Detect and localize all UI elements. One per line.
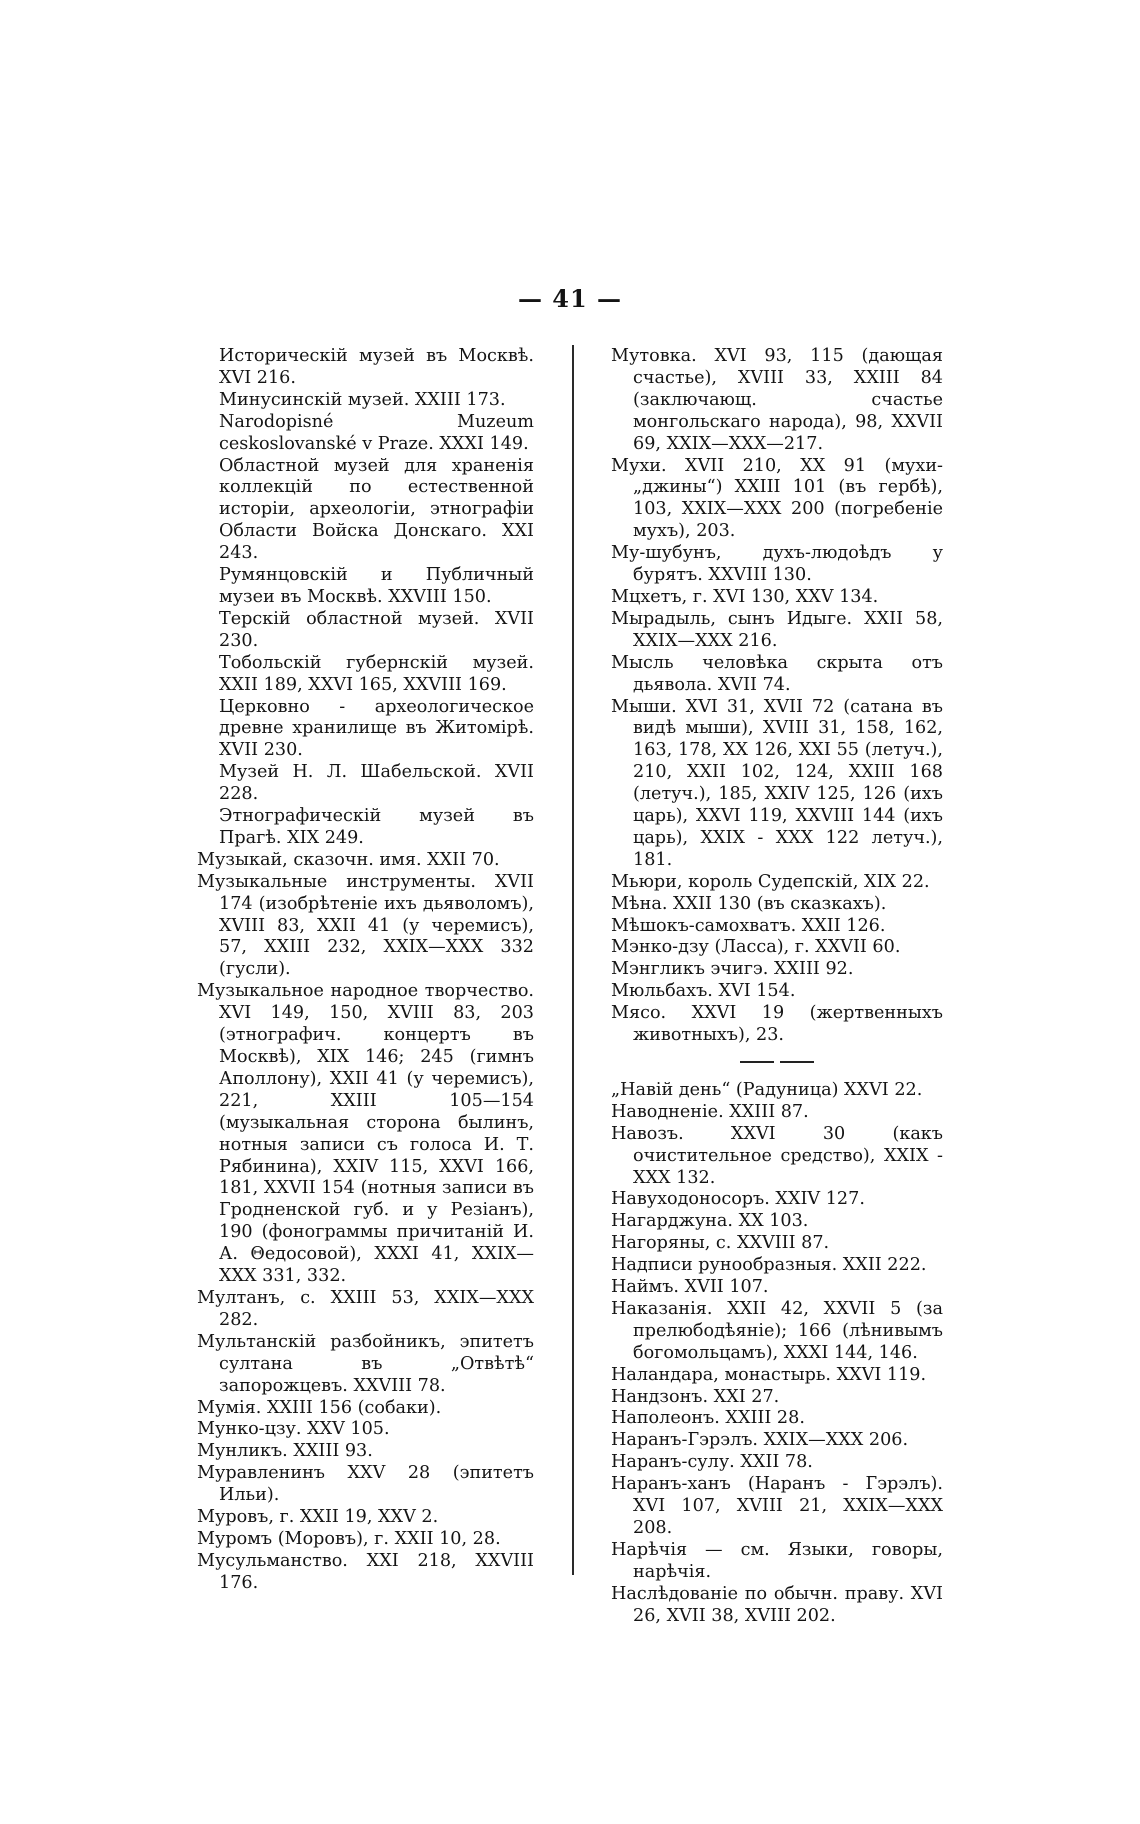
index-entry: Мэнко-дзу (Ласса), г. XXVII 60. xyxy=(611,937,901,958)
index-entry: Наводненіе. XXIII 87. xyxy=(611,1101,809,1122)
index-entry: Мусульманство. XXI 218, XXVIII 176. xyxy=(197,1550,534,1593)
index-entry: Нарѣчія — см. Языки, говоры, нарѣчія. xyxy=(611,1539,943,1582)
index-entry: Мѣна. XXII 130 (въ сказкахъ). xyxy=(611,893,887,914)
index-entry: Наландара, монастырь. XXVI 119. xyxy=(611,1364,927,1385)
index-entry: Мутовка. XVI 93, 115 (дающая счастье), XVIII 33, XXIII 84 (заключающ. счастье монгольскаго народа), 98, XXVII 69, XXIX—XXX—217. xyxy=(611,346,943,454)
index-entry: Нагоряны, с. XXVIII 87. xyxy=(611,1233,830,1254)
index-entry: Мэнгликъ эчигэ. XXIII 92. xyxy=(611,959,854,980)
index-entry: Наймъ. XVII 107. xyxy=(611,1277,769,1298)
index-entry: Музыкальные инструменты. XVII 174 (изобрѣтеніе ихъ дьяволомъ), XVIII 83, XXII 41 (у черемисъ), 57, XXIII 232, XXIX—XXX 332 (гусли). xyxy=(197,871,534,980)
index-entry: Наказанія. XXII 42, XXVII 5 (за прелюбодѣяніе); 166 (лѣнивымъ богомольцамъ), XXXI 144, 146. xyxy=(611,1298,943,1363)
index-entry: Минусинскій музей. XXIII 173. xyxy=(219,389,506,410)
index-entry: Му-шубунъ, духъ-людоѣдъ у бурятъ. XXVIII 130. xyxy=(611,543,943,586)
index-entry: Муравленинъ XXV 28 (эпитетъ Ильи). xyxy=(197,1463,534,1506)
index-entry: Мультанскій разбойникъ, эпитетъ султана въ „Отвѣтѣ“ запорожцевъ. XXVIII 78. xyxy=(197,1331,534,1396)
index-entry: Мыши. XVI 31, XVII 72 (сатана въ видѣ мыши), XVIII 31, 158, 162, 163, 178, XX 126, XXI 55 (летуч.), 210, XXII 102, 124, XXIII 168 (летуч.), 185, XXIV 125, 126 (ихъ царь), XXVI 119, XXVIII 144 (ихъ царь), XXIX - XXX 122 летуч.), 181. xyxy=(611,696,943,870)
left-column xyxy=(197,346,534,1595)
index-entry: Наранъ-Гэрэлъ. XXIX—XXX 206. xyxy=(611,1430,909,1451)
index-entry: Музыкай, сказочн. имя. XXII 70. xyxy=(197,849,500,870)
index-entry: Мысль человѣка скрыта отъ дьявола. XVII 74. xyxy=(611,652,943,695)
index-entry: Навозъ. XXVI 30 (какъ очистительное средство), XXIX - XXX 132. xyxy=(611,1123,943,1188)
page-number: — 41 — xyxy=(517,284,623,313)
index-entry: Наполеонъ. XXIII 28. xyxy=(611,1408,805,1429)
section-separator xyxy=(611,1052,943,1074)
index-entry: Мясо. XXVI 19 (жертвенныхъ животныхъ), 23. xyxy=(611,1003,943,1046)
index-entry: Мѣшокъ-самохватъ. XXII 126. xyxy=(611,915,886,936)
index-entry: Нагарджуна. XX 103. xyxy=(611,1211,809,1232)
index-entry: Narodopisné Muzeum ceskoslovanské v Praze. XXXI 149. xyxy=(219,411,534,454)
index-entry: Мырадыль, сынъ Идыге. XXII 58, XXIX—XXX 216. xyxy=(611,608,943,651)
index-entry: Наслѣдованіе по обычн. праву. XVI 26, XVII 38, XVIII 202. xyxy=(611,1583,943,1626)
index-entry: Надписи рунообразныя. XXII 222. xyxy=(611,1255,927,1276)
index-entry: Мцхетъ, г. XVI 130, XXV 134. xyxy=(611,586,879,607)
index-entry: Церковно - археологическое древне хранилище въ Житомірѣ. XVII 230. xyxy=(219,696,534,761)
column-divider xyxy=(572,345,574,1575)
index-entry: Мухи. XVII 210, XX 91 (мухи-„джины“) XXIII 101 (въ гербѣ), 103, XXIX—XXX 200 (погребеніе мухъ), 203. xyxy=(611,455,943,542)
index-entry: Мьюри, король Судепскій, XIX 22. xyxy=(611,871,930,892)
index-entry: Этнографическій музей въ Прагѣ. XIX 249. xyxy=(219,806,534,848)
index-entry: „Навій день“ (Радуница) XXVI 22. xyxy=(611,1079,923,1100)
right-column-n-entries xyxy=(611,1080,943,1628)
index-entry: Тобольскій губернскій музей. XXII 189, XXVI 165, XXVIII 169. xyxy=(219,652,534,695)
index-entry: Историческій музей въ Москвѣ. XVI 216. xyxy=(219,346,534,388)
index-entry: Наранъ-сулу. XXII 78. xyxy=(611,1452,813,1473)
index-entry: Наранъ-ханъ (Наранъ - Гэрэлъ). XVI 107, XVIII 21, XXIX—XXX 208. xyxy=(611,1474,943,1539)
right-column-m-entries xyxy=(611,346,943,1047)
right-column xyxy=(611,346,943,1628)
index-entry: Нандзонъ. XXI 27. xyxy=(611,1386,780,1407)
index-entry: Музей Н. Л. Шабельской. XVII 228. xyxy=(219,762,534,805)
index-entry: Мюльбахъ. XVI 154. xyxy=(611,981,796,1002)
index-entry: Музыкальное народное творчество. XVI 149, 150, XVIII 83, 203 (этнографич. концертъ въ Москвѣ), XIX 146; 245 (гимнъ Аполлону), XXII 41 (у черемисъ), 221, XXIII 105—154 (музыкальная сторона былинъ, нотныя записи съ голоса И. Т. Рябинина), XXIV 115, XXVI 166, 181, XXVII 154 (нотныя записи въ Гродненской губ. и у Резіанъ), 190 (фонограммы причитаній И. А. Θедосовой), XXXI 41, XXIX—XXX 331, 332. xyxy=(197,981,534,1287)
index-entry: Мултанъ, с. XXIII 53, XXIX—XXX 282. xyxy=(197,1287,534,1330)
index-entry: Навуходоносоръ. XXIV 127. xyxy=(611,1189,865,1210)
index-entry: Муровъ, г. XXII 19, XXV 2. xyxy=(197,1507,439,1528)
index-entry: Муромъ (Моровъ), г. XXII 10, 28. xyxy=(197,1528,501,1549)
index-entry: Мунликъ. XXIII 93. xyxy=(197,1441,373,1462)
index-entry: Мунко-цзу. XXV 105. xyxy=(197,1419,390,1440)
index-entry: Областной музей для храненія коллекцій по естественной исторіи, археологіи, этнографіи Области Войска Донскаго. XXI 243. xyxy=(219,455,534,564)
index-entry: Терскій областной музей. XVII 230. xyxy=(219,608,534,651)
index-entry: Мумія. XXIII 156 (собаки). xyxy=(197,1397,442,1418)
index-entry: Румянцовскій и Публичный музеи въ Москвѣ. XXVIII 150. xyxy=(219,565,534,607)
